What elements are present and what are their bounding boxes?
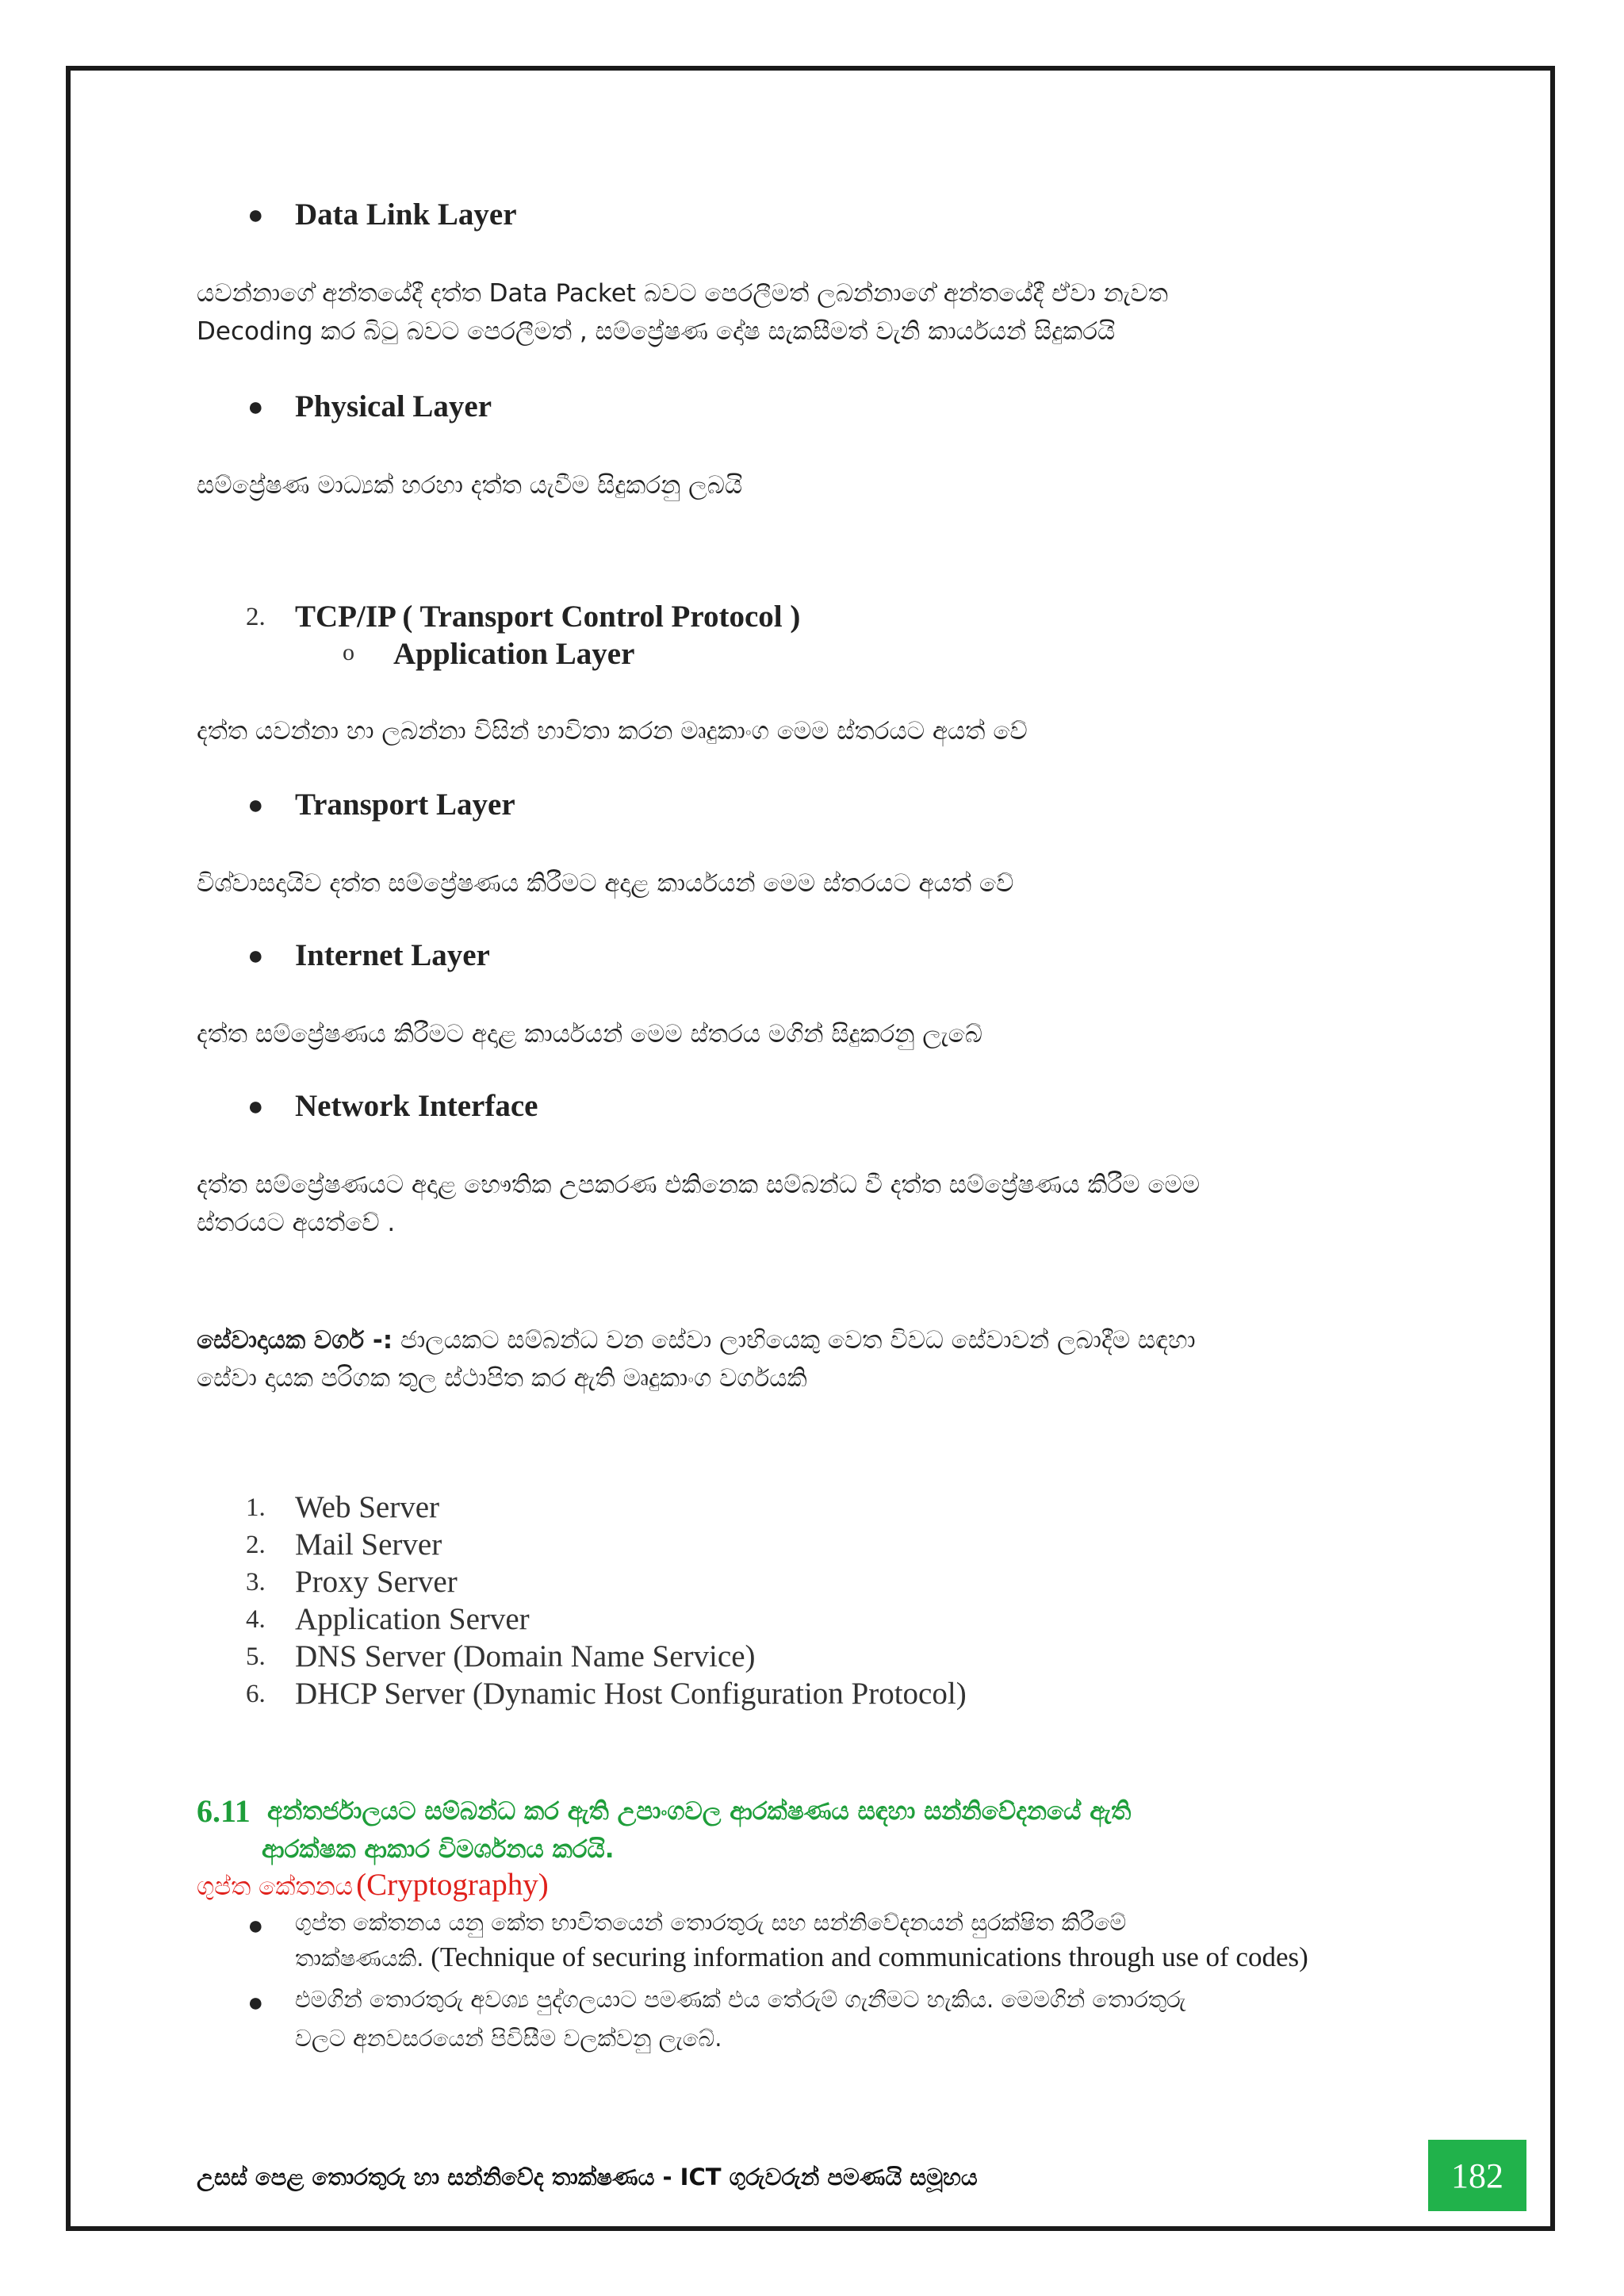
bullet-icon: ● xyxy=(247,1988,264,2018)
section-title-2: ආරක්ෂක ආකාර විමර්ශනය කරයි. xyxy=(262,1835,615,1864)
bullet-icon: ● xyxy=(247,201,264,230)
crypto-bullet-2-line-1: එමගින් තොරතුරු අවශ්‍ය පුද්ගලයාට පමණක් එය තේරුම් ගැනීමට හැකිය. මෙමගින් තොරතුරු xyxy=(295,1986,1186,2013)
subheading-si: ගුප්ත කේතනය xyxy=(197,1872,354,1901)
list-number: 2. xyxy=(246,603,266,631)
bullet-icon: ● xyxy=(247,393,264,422)
service-types-line-2: සේවා දායක පරිගක තුල ස්ථාපිත කර ඇති මෘදුකාංග වර්ගයකි xyxy=(197,1364,807,1393)
list-item: DNS Server (Domain Name Service) xyxy=(295,1639,756,1673)
service-types-text: ජාලයකට සම්බන්ධ වන සේවා ලාභියෙකු වෙත විවධ සේවාවන් ලබාදීම සඳහා xyxy=(393,1326,1196,1355)
list-number: 3. xyxy=(246,1568,266,1596)
list-number: 1. xyxy=(246,1493,266,1522)
crypto-bullet-1-line-1: ගුප්ත කේතනය යනු කේත භාවිතයෙන් තොරතුරු සහ සන්නිවේදනයන් සුරක්ෂිත කිරීමේ xyxy=(295,1909,1127,1936)
list-item: Web Server xyxy=(295,1490,440,1524)
list-number: 2. xyxy=(246,1531,266,1559)
list-number: 4. xyxy=(246,1605,266,1634)
subheading xyxy=(197,1867,549,1903)
bullet-icon: ● xyxy=(247,1911,264,1941)
application-heading: Application Layer xyxy=(393,637,635,671)
crypto-bullet-2-line-2: වලට අනවසරයෙන් පිවිසීම වලක්වනු ලැබේ. xyxy=(295,2025,722,2052)
application-text: දත්ත යවන්නා හා ලබන්නා විසින් භාවිතා කරන මෘදුකාංග මෙම ස්තරයට අයත් වේ xyxy=(197,717,1028,746)
network-interface-text-2: ස්තරයට අයත්වේ . xyxy=(197,1209,396,1237)
bullet-icon: ● xyxy=(247,1092,264,1121)
page-frame xyxy=(66,66,1555,2231)
network-interface-heading: Network Interface xyxy=(295,1089,538,1123)
list-item: Proxy Server xyxy=(295,1565,458,1599)
service-types-line-1 xyxy=(197,1321,1196,1359)
tcpip-heading: TCP/IP ( Transport Control Protocol ) xyxy=(295,600,801,634)
network-interface-text-1: දත්ත සම්ප්‍රේෂණයට අදාළ භෞතික උපකරණ එකිනෙක සම්බන්ධ වී දත්ත සම්ප්‍රේෂණය කිරීම මෙම xyxy=(197,1171,1201,1199)
data-link-text-2: Decoding කර බිටු බවට පෙරලීමත් , සම්ප්‍රේෂණ දෝෂ සැකසීමත් වැනි කාර්යයන් සිදුකරයි xyxy=(197,317,1116,346)
crypto-bullet-1-line-2 xyxy=(295,1941,1308,1973)
transport-text: විශ්වාසදායිව දත්ත සම්ප්‍රේෂණය කිරීමට අදාළ කාර්යයන් මෙම ස්තරයට අයත් වේ xyxy=(197,869,1014,898)
physical-heading: Physical Layer xyxy=(295,389,492,424)
list-number: 5. xyxy=(246,1642,266,1671)
internet-text: දත්ත සම්ප්‍රේෂණය කිරීමට අදාළ කාර්යයන් මෙම ස්තරය මගින් සිදුකරනු ලැබේ xyxy=(197,1020,982,1048)
section-title-1: අන්තර්ජාලයට සම්බන්ධ කර ඇති උපාංගවල ආරක්ෂණය සඳහා සන්නිවේදනයේ ඇති xyxy=(267,1797,1132,1826)
circle-marker-icon: o xyxy=(343,639,354,665)
bullet-icon: ● xyxy=(247,941,264,971)
list-item: Application Server xyxy=(295,1602,530,1636)
data-link-heading: Data Link Layer xyxy=(295,197,517,232)
service-types-label: සේවාදායක වර්ග -: xyxy=(197,1326,393,1355)
data-link-text-1: යවන්නාගේ අන්තයේදී දත්ත Data Packet බවට පෙරලීමත් ලබන්නාගේ අන්තයේදී ඒවා නැවත xyxy=(197,279,1168,308)
transport-heading: Transport Layer xyxy=(295,788,515,822)
list-item: Mail Server xyxy=(295,1527,442,1562)
list-number: 6. xyxy=(246,1680,266,1708)
subheading-en: (Cryptography) xyxy=(356,1868,549,1902)
crypto-bullet-1-en: (Technique of securing information and communications through use of codes) xyxy=(423,1941,1308,1972)
internet-heading: Internet Layer xyxy=(295,938,490,972)
physical-text: සම්ප්‍රේෂණ මාධ්‍යක් හරහා දත්ත යැවීම සිදුකරනු ලබයි xyxy=(197,471,743,500)
bullet-icon: ● xyxy=(247,791,264,820)
section-number: 6.11 xyxy=(197,1793,251,1829)
crypto-bullet-1-si: තාක්ෂණයකි. xyxy=(295,1945,424,1972)
list-item: DHCP Server (Dynamic Host Configuration Protocol) xyxy=(295,1677,967,1711)
footer-text: උසස් පෙළ තොරතුරු හා සන්නිවේද තාක්ෂණය - ICT ගුරුවරුන් පමණයි සමූහය xyxy=(197,2164,978,2191)
page-number-badge: 182 xyxy=(1428,2140,1526,2211)
